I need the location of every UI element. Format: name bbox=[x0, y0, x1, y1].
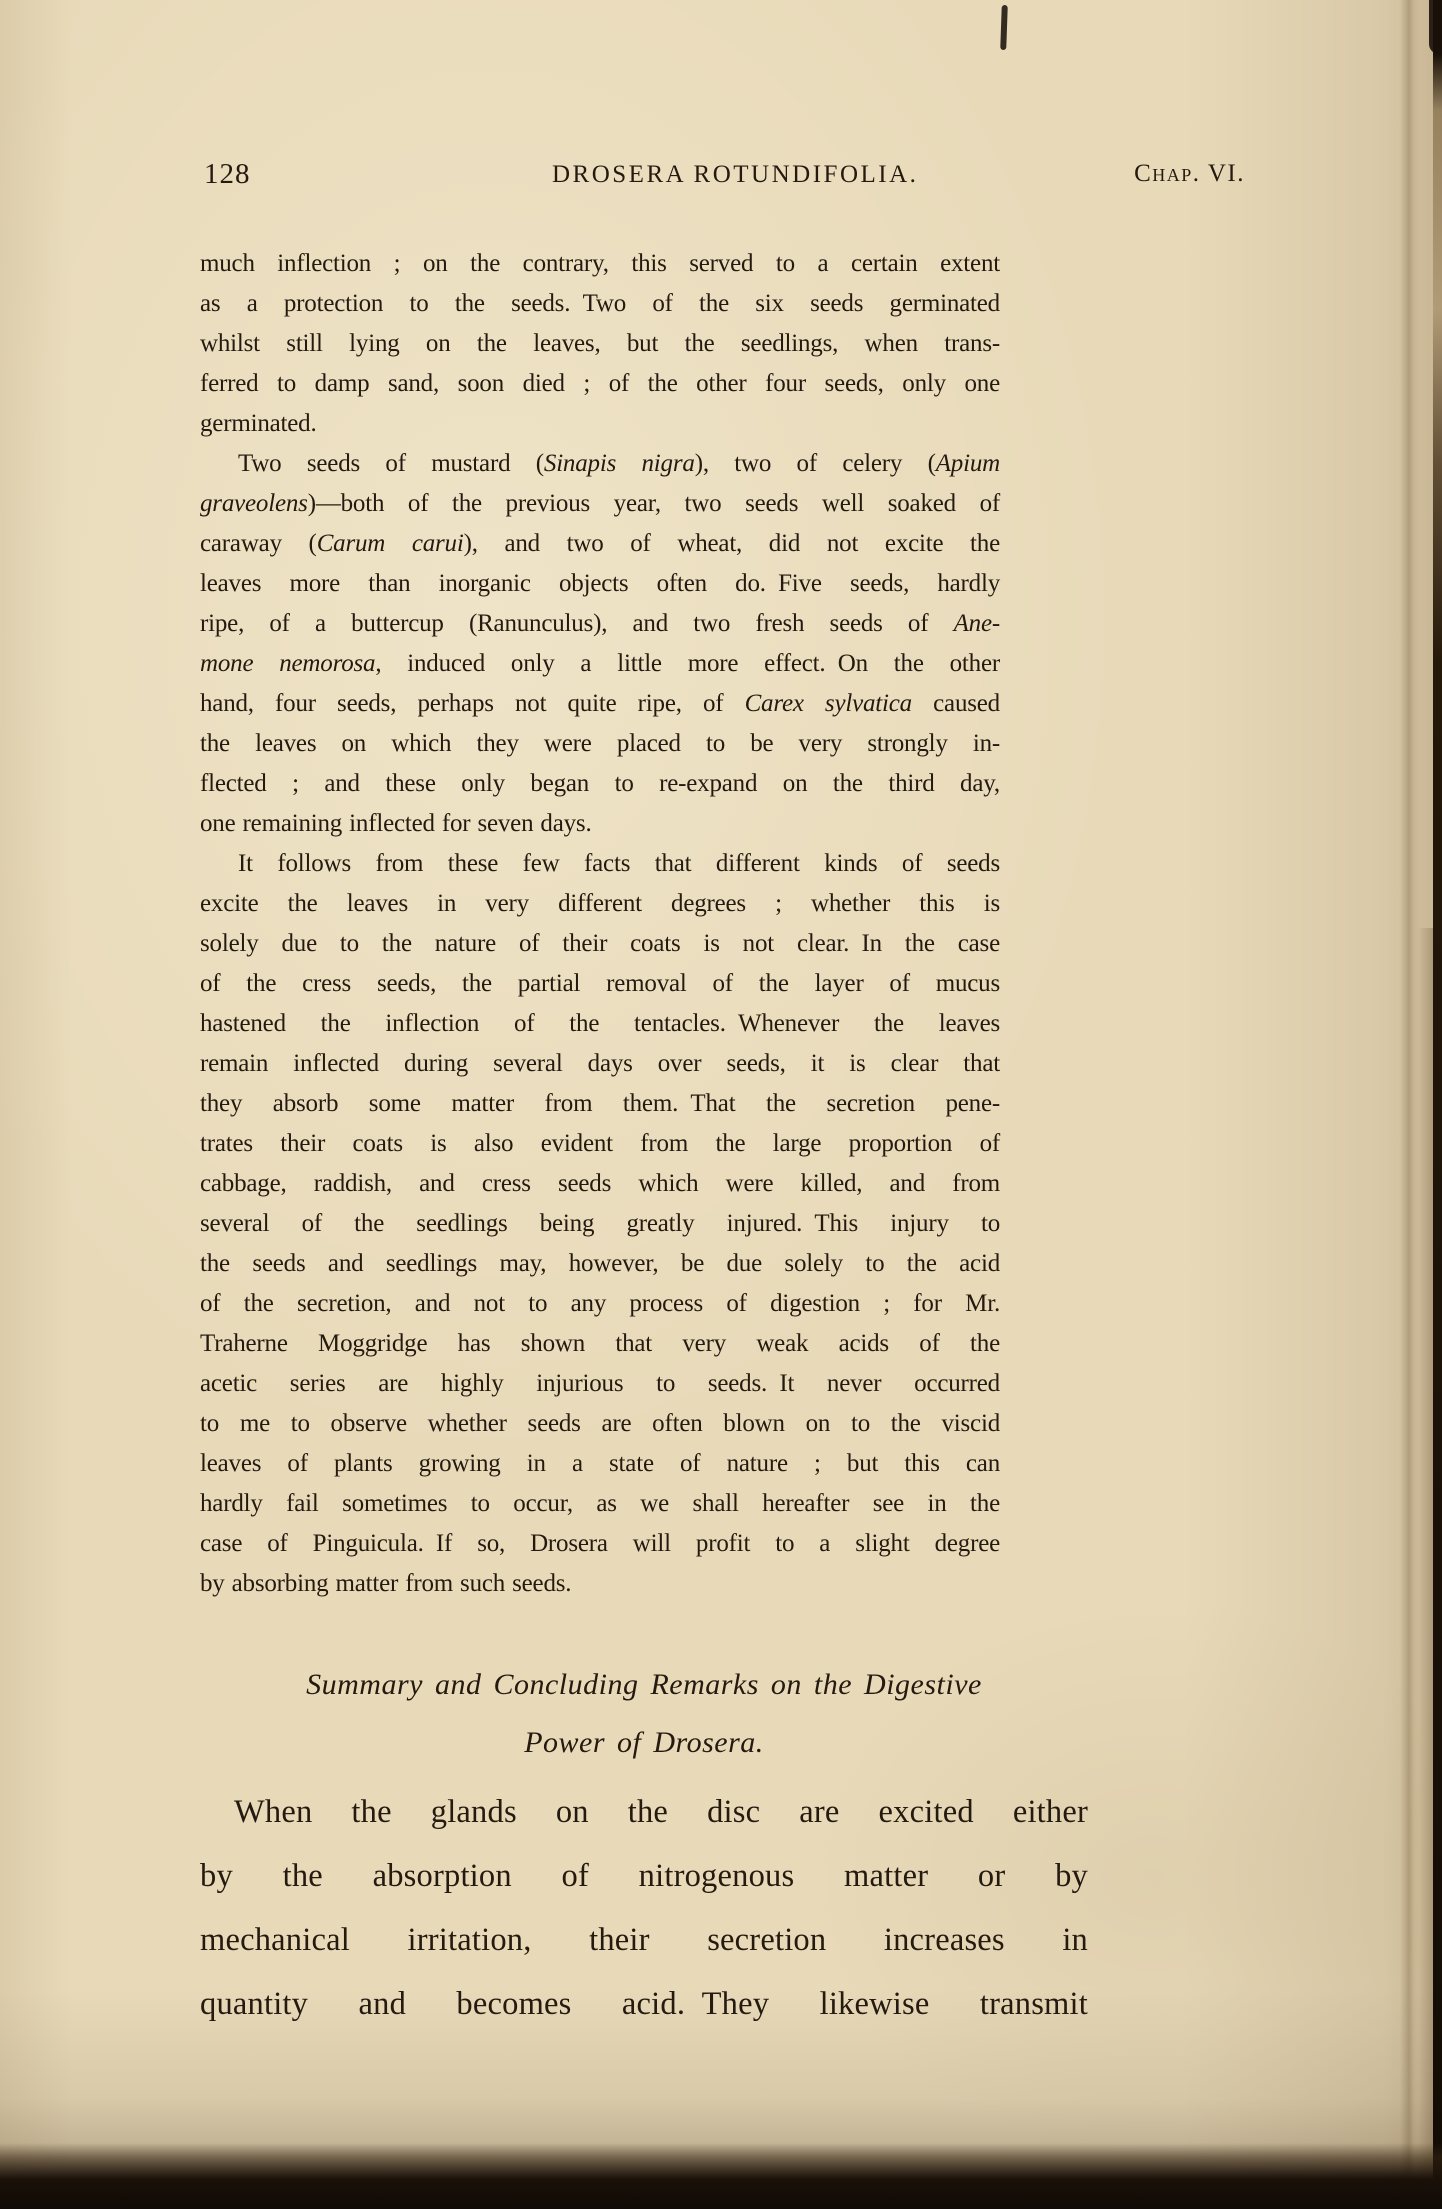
text-segment: Traherne Moggridge has shown that very weak acids of the bbox=[200, 1330, 1000, 1357]
text-line bbox=[200, 1972, 1088, 2036]
text-line bbox=[200, 404, 1000, 444]
text-line bbox=[200, 444, 1000, 484]
text-line bbox=[200, 1524, 1000, 1564]
page-edge-shading bbox=[1418, 928, 1434, 2209]
text-line bbox=[200, 1404, 1000, 1444]
text-segment: several of the seedlings being greatly injured. This injury to bbox=[200, 1210, 1000, 1237]
text-segment: ferred to damp sand, soon died ; of the other four seeds, only one bbox=[200, 370, 1000, 397]
text-segment: germinated. bbox=[200, 410, 317, 437]
text-segment: hardly fail sometimes to occur, as we shall hereafter see in the bbox=[200, 1490, 1000, 1517]
text-segment: much inflection ; on the contrary, this served to a certain extent bbox=[200, 250, 1000, 277]
text-segment: )—both of the previous year, two seeds well soaked of bbox=[307, 490, 1000, 517]
text-segment: , induced only a little more effect. On the other bbox=[375, 650, 1000, 677]
text-line bbox=[200, 604, 1000, 644]
page-number: 128 bbox=[204, 158, 251, 190]
running-title: DROSERA ROTUNDIFOLIA. bbox=[552, 161, 919, 188]
text-segment: of the secretion, and not to any process of digestion ; for Mr. bbox=[200, 1290, 1000, 1317]
text-segment: cabbage, raddish, and cress seeds which were killed, and from bbox=[200, 1170, 1000, 1197]
text-segment: by the absorption of nitrogenous matter or by bbox=[200, 1858, 1088, 1894]
text-line bbox=[200, 1484, 1000, 1524]
text-line bbox=[200, 884, 1000, 924]
text-line bbox=[200, 1164, 1000, 1204]
section-heading-line-1: Summary and Concluding Remarks on the Digestive bbox=[306, 1668, 982, 1701]
body-text bbox=[200, 244, 1000, 1604]
italic-text-segment: Sinapis nigra bbox=[543, 450, 695, 477]
text-line bbox=[200, 804, 1000, 844]
text-segment: leaves more than inorganic objects often do. Five seeds, hardly bbox=[200, 570, 1000, 597]
text-line bbox=[200, 964, 1000, 1004]
text-line bbox=[200, 244, 1000, 284]
text-line bbox=[200, 1364, 1000, 1404]
text-segment: one remaining inflected for seven days. bbox=[200, 810, 592, 837]
section-heading-line-2: Power of Drosera. bbox=[524, 1726, 764, 1759]
text-segment: quantity and becomes acid. They likewise transmit bbox=[200, 1986, 1088, 2022]
text-segment: to me to observe whether seeds are often blown on to the viscid bbox=[200, 1410, 1000, 1437]
text-segment: by absorbing matter from such seeds. bbox=[200, 1570, 572, 1597]
text-segment: caused bbox=[911, 690, 1000, 717]
text-line bbox=[200, 1044, 1000, 1084]
italic-text-segment: Carex sylvatica bbox=[744, 690, 912, 717]
text-segment: leaves of plants growing in a state of nature ; but this can bbox=[200, 1450, 1000, 1477]
text-line bbox=[200, 1084, 1000, 1124]
running-header bbox=[200, 158, 1245, 198]
text-line bbox=[200, 564, 1000, 604]
text-segment: they absorb some matter from them. That the secretion pene- bbox=[200, 1090, 1000, 1117]
text-segment: ripe, of a buttercup (Ranunculus), and two fresh seeds of bbox=[200, 610, 954, 637]
text-line bbox=[200, 1244, 1000, 1284]
text-segment: whilst still lying on the leaves, but the seedlings, when trans- bbox=[200, 330, 1000, 357]
text-line bbox=[200, 524, 1000, 564]
text-segment: hastened the inflection of the tentacles. Whenever the leaves bbox=[200, 1010, 1000, 1037]
page-crease-shadow bbox=[1400, 0, 1420, 2209]
text-line bbox=[200, 1324, 1000, 1364]
text-line bbox=[200, 284, 1000, 324]
text-line bbox=[200, 1444, 1000, 1484]
text-segment: mechanical irritation, their secretion increases in bbox=[200, 1922, 1088, 1958]
corner-smudge-mark bbox=[1429, 0, 1442, 54]
text-line bbox=[200, 844, 1000, 884]
text-segment: flected ; and these only began to re-expand on the third day, bbox=[200, 770, 1000, 797]
italic-text-segment: Ane- bbox=[953, 610, 1000, 637]
text-line bbox=[200, 324, 1000, 364]
text-line bbox=[200, 1284, 1000, 1324]
text-segment: It follows from these few facts that different kinds of seeds bbox=[238, 850, 1000, 877]
text-segment: solely due to the nature of their coats is not clear. In the case bbox=[200, 930, 1000, 957]
bottom-scan-shadow bbox=[0, 2143, 1442, 2209]
italic-text-segment: graveolens bbox=[200, 490, 308, 517]
text-line bbox=[200, 924, 1000, 964]
text-line bbox=[200, 1780, 1088, 1844]
text-line bbox=[200, 684, 1000, 724]
chapter-label: Chap. VI. bbox=[1134, 160, 1245, 187]
text-segment: the seeds and seedlings may, however, be due solely to the acid bbox=[200, 1250, 1000, 1277]
text-segment: ), and two of wheat, did not excite the bbox=[463, 530, 1000, 557]
text-segment: caraway ( bbox=[200, 530, 317, 557]
text-line bbox=[200, 484, 1000, 524]
italic-text-segment: Apium bbox=[935, 450, 1001, 477]
text-segment: of the cress seeds, the partial removal of the layer of mucus bbox=[200, 970, 1000, 997]
text-line bbox=[200, 644, 1000, 684]
text-line bbox=[200, 1908, 1088, 1972]
text-line bbox=[200, 764, 1000, 804]
text-segment: hand, four seeds, perhaps not quite ripe, of bbox=[200, 690, 745, 717]
text-line bbox=[200, 1564, 1000, 1604]
text-segment: trates their coats is also evident from the large proportion of bbox=[200, 1130, 1000, 1157]
text-line bbox=[200, 364, 1000, 404]
page-edge-dark-strip bbox=[1433, 0, 1442, 2209]
text-segment: acetic series are highly injurious to seeds. It never occurred bbox=[200, 1370, 1000, 1397]
text-line bbox=[200, 724, 1000, 764]
text-line bbox=[200, 1004, 1000, 1044]
italic-text-segment: mone nemorosa bbox=[200, 650, 376, 677]
section-heading bbox=[200, 1656, 1088, 1772]
text-segment: the leaves on which they were placed to be very strongly in- bbox=[200, 730, 1000, 757]
text-segment: When the glands on the disc are excited either bbox=[234, 1794, 1088, 1830]
text-segment: case of Pinguicula. If so, Drosera will profit to a slight degree bbox=[200, 1530, 1000, 1557]
text-segment: excite the leaves in very different degrees ; whether this is bbox=[200, 890, 1000, 917]
text-segment: as a protection to the seeds. Two of the six seeds germinated bbox=[200, 290, 1000, 317]
italic-text-segment: Carum carui bbox=[316, 530, 464, 557]
closing-paragraph bbox=[200, 1780, 1088, 2036]
text-segment: remain inflected during several days over seeds, it is clear that bbox=[200, 1050, 1000, 1077]
text-line bbox=[200, 1124, 1000, 1164]
text-segment: ), two of celery ( bbox=[694, 450, 936, 477]
text-segment: Two seeds of mustard ( bbox=[238, 450, 544, 477]
text-line bbox=[200, 1204, 1000, 1244]
ink-dash-mark bbox=[1000, 5, 1008, 50]
text-line bbox=[200, 1844, 1088, 1908]
